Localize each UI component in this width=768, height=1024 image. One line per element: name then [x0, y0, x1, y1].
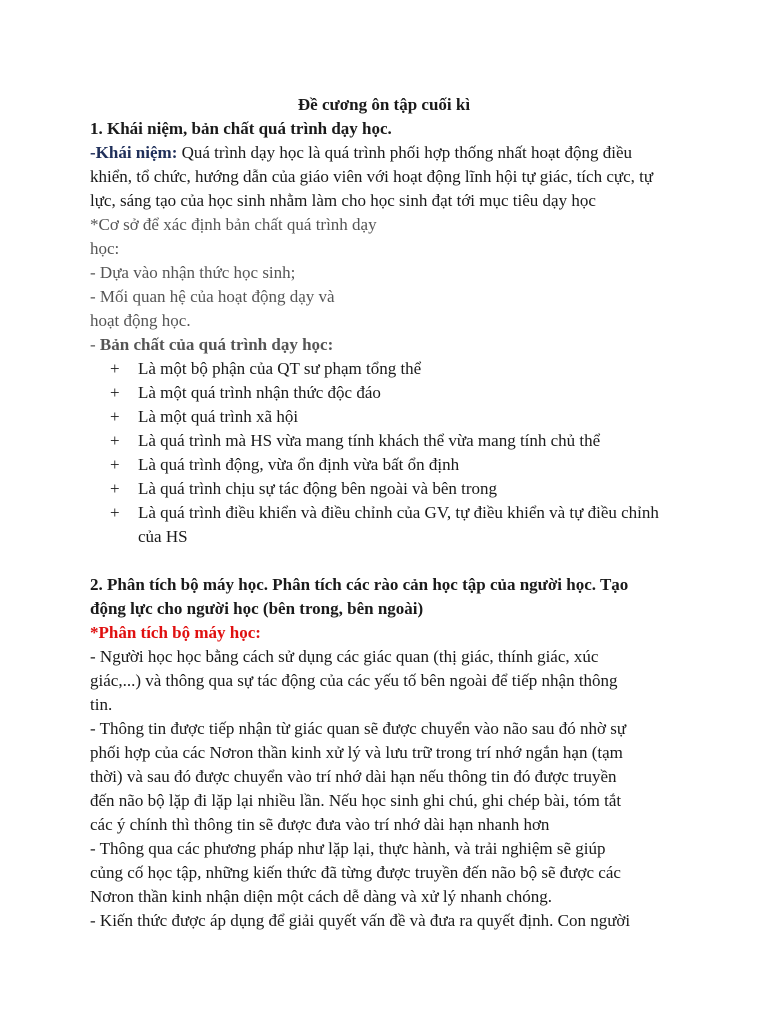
essence-dash: - [90, 335, 100, 354]
paragraph-line: - Kiến thức được áp dụng để giải quyết vấn đề và đưa ra quyết định. Con người [90, 911, 631, 930]
list-item: Là quá trình động, vừa ổn định vừa bất ổn định [138, 455, 460, 474]
list-item-continuation: của HS [138, 527, 188, 546]
basis-line-5: hoạt động học. [90, 311, 191, 330]
paragraph-line: - Thông tin được tiếp nhận từ giác quan sẽ được chuyển vào não sau đó nhờ sự [90, 719, 627, 738]
paragraph-line: - Thông qua các phương pháp như lặp lại, thực hành, và trải nghiệm sẽ giúp [90, 839, 606, 858]
section2-heading-line-1: 2. Phân tích bộ máy học. Phân tích các rào cản học tập của người học. Tạo [90, 575, 629, 594]
bullet-marker: + [110, 479, 120, 498]
paragraph-line: các ý chính thì thông tin sẽ được đưa vào trí nhớ dài hạn nhanh hơn [90, 815, 550, 834]
paragraph-line: thời) và sau đó được chuyển vào trí nhớ dài hạn nếu thông tin đó được truyền [90, 767, 617, 786]
bullet-marker: + [110, 431, 120, 450]
list-item: Là quá trình mà HS vừa mang tính khách thể vừa mang tính chủ thể [138, 431, 601, 450]
section2-heading-line-2: động lực cho người học (bên trong, bên ngoài) [90, 599, 424, 618]
section1-heading: 1. Khái niệm, bản chất quá trình dạy học. [90, 119, 392, 138]
paragraph-line: phối hợp của các Nơron thần kinh xử lý và lưu trữ trong trí nhớ ngắn hạn (tạm [90, 743, 623, 762]
basis-line-1: *Cơ sở để xác định bản chất quá trình dạy [90, 215, 377, 234]
paragraph-line: đến não bộ lặp đi lặp lại nhiều lần. Nếu học sinh ghi chú, ghi chép bài, tóm tắt [90, 791, 622, 810]
list-item: Là một bộ phận của QT sư phạm tổng thể [138, 359, 422, 378]
list-item: Là một quá trình nhận thức độc đáo [138, 383, 381, 402]
definition-label: -Khái niệm: [90, 143, 178, 162]
bullet-marker: + [110, 383, 120, 402]
section2-subheading: *Phân tích bộ máy học: [90, 623, 261, 642]
basis-line-2: học: [90, 239, 120, 258]
definition-line-2: khiển, tổ chức, hướng dẫn của giáo viên với hoạt động lĩnh hội tự giác, tích cực, tự [90, 167, 654, 186]
basis-line-3: - Dựa vào nhận thức học sinh; [90, 263, 296, 282]
list-item: Là quá trình điều khiển và điều chỉnh của GV, tự điều khiển và tự điều chỉnh [138, 503, 659, 522]
paragraph-line: tin. [90, 695, 113, 714]
paragraph-line: - Người học học bằng cách sử dụng các giác quan (thị giác, thính giác, xúc [90, 647, 599, 666]
bullet-marker: + [110, 407, 120, 426]
definition-text: Quá trình dạy học là quá trình phối hợp thống nhất hoạt động điều [177, 143, 633, 162]
basis-line-4: - Mối quan hệ của hoạt động dạy và [90, 287, 335, 306]
definition-line-1 [90, 142, 632, 164]
document-title: Đề cương ôn tập cuối kì [297, 95, 471, 114]
list-item: Là một quá trình xã hội [138, 407, 299, 426]
bullet-marker: + [110, 359, 120, 378]
definition-line-3: lực, sáng tạo của học sinh nhằm làm cho học sinh đạt tới mục tiêu dạy học [90, 191, 596, 210]
paragraph-line: Nơron thần kinh nhận diện một cách dễ dàng và xử lý nhanh chóng. [90, 887, 552, 906]
list-item: Là quá trình chịu sự tác động bên ngoài và bên trong [138, 479, 498, 498]
paragraph-line: giác,...) và thông qua sự tác động của các yếu tố bên ngoài để tiếp nhận thông [90, 671, 618, 690]
essence-label: Bản chất của quá trình dạy học: [99, 335, 334, 354]
bullet-marker: + [110, 455, 120, 474]
essence-heading [90, 334, 333, 356]
paragraph-line: củng cố học tập, những kiến thức đã từng được truyền đến não bộ sẽ được các [90, 863, 621, 882]
bullet-marker: + [110, 503, 120, 522]
